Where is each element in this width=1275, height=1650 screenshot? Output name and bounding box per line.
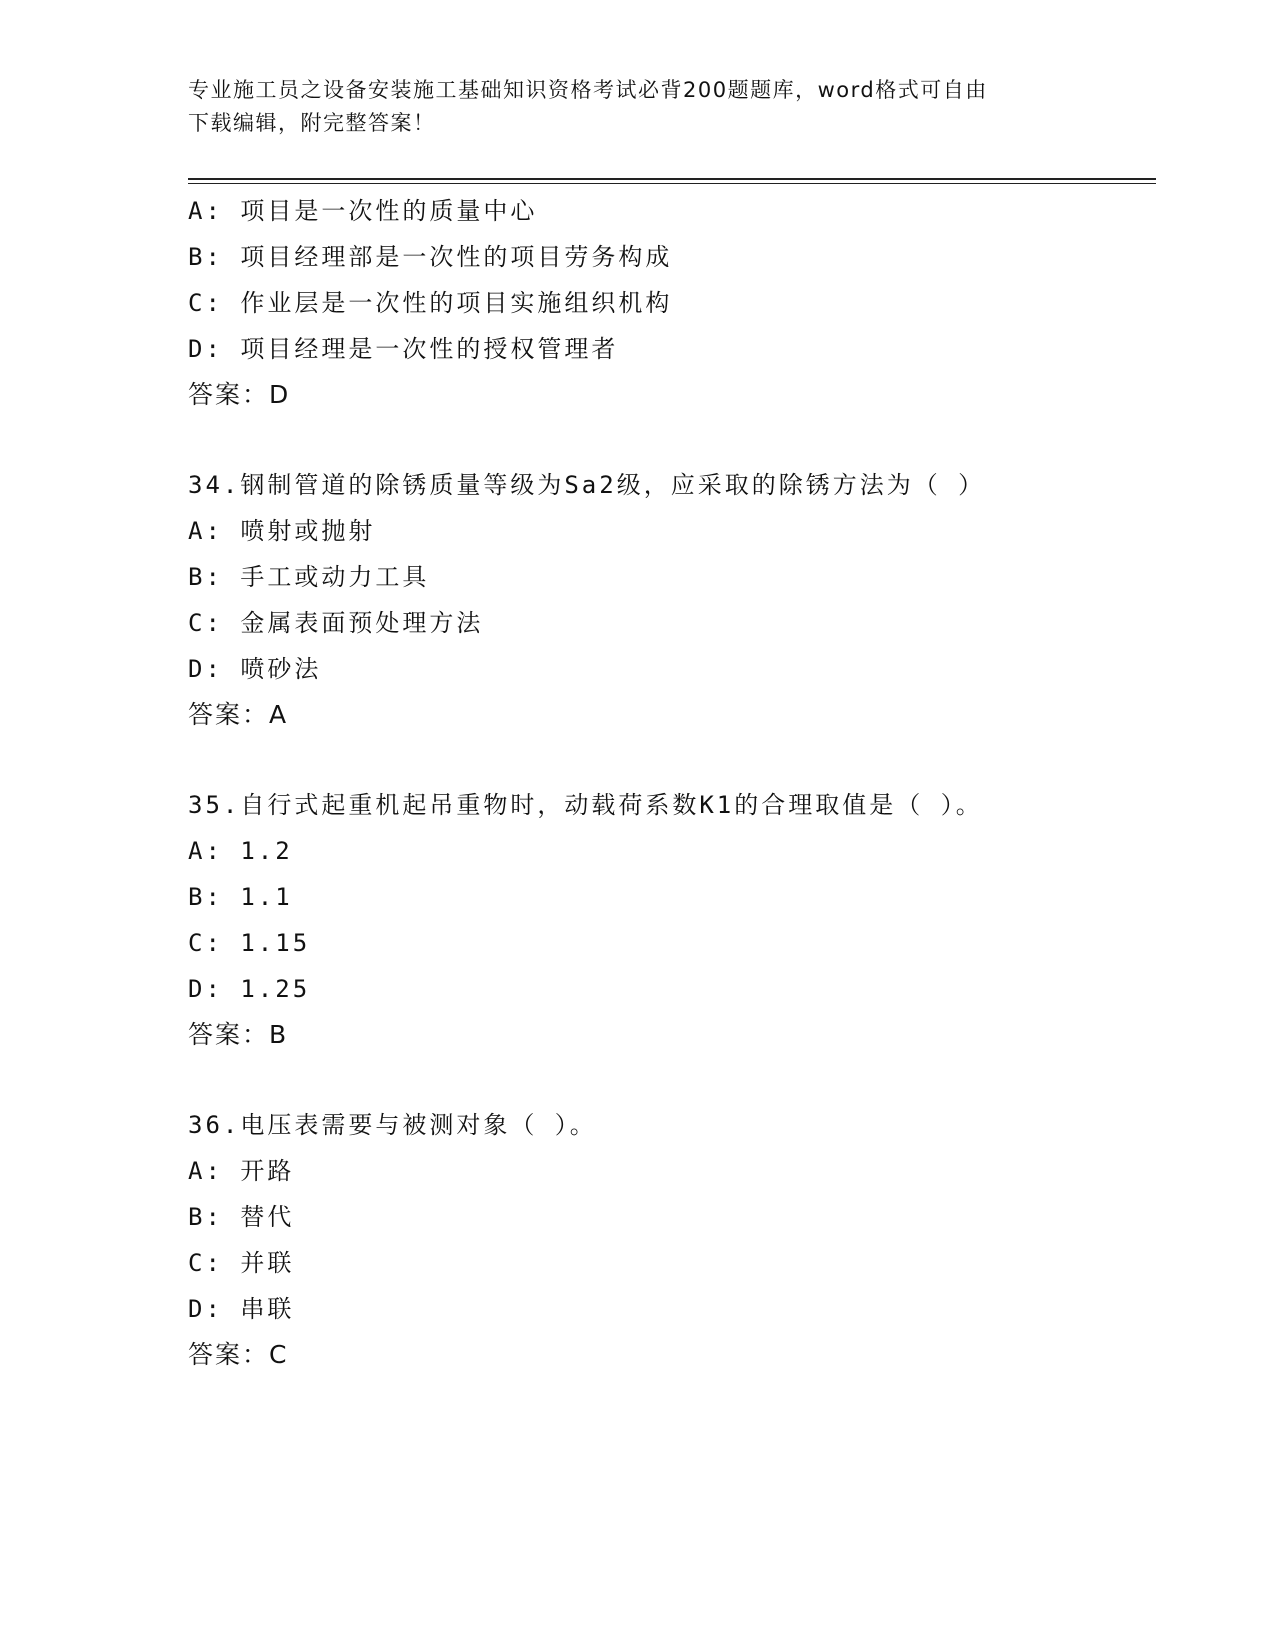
answer-label: 答案： — [188, 380, 270, 409]
answer-label: 答案： — [188, 1340, 270, 1369]
option-d: D: 项目经理是一次性的授权管理者 — [188, 335, 619, 363]
option-b: B: 1.1 — [188, 883, 293, 911]
option-d: D: 喷砂法 — [188, 655, 322, 683]
answer-line — [188, 692, 1148, 738]
option-d: D: 1.25 — [188, 975, 311, 1003]
question-block-36 — [188, 1102, 1148, 1378]
spacer — [188, 738, 1148, 782]
answer-label: 答案： — [188, 700, 270, 729]
question-block-33 — [188, 188, 1148, 418]
answer-line — [188, 1012, 1148, 1058]
spacer — [188, 1058, 1148, 1102]
option-b: B: 手工或动力工具 — [188, 563, 430, 591]
option-a: A: 喷射或抛射 — [188, 517, 376, 545]
option-a: A: 项目是一次性的质量中心 — [188, 197, 538, 225]
option-a: A: 开路 — [188, 1157, 295, 1185]
question-block-35 — [188, 782, 1148, 1058]
header-line-2: 下载编辑，附完整答案！ — [188, 111, 436, 135]
answer-label: 答案： — [188, 1020, 270, 1049]
question-stem: 34.钢制管道的除锈质量等级为Sa2级，应采取的除锈方法为（ ） — [188, 471, 986, 499]
question-list — [188, 188, 1148, 1378]
answer-value: A — [269, 700, 289, 729]
option-d: D: 串联 — [188, 1295, 295, 1323]
question-stem: 35.自行式起重机起吊重物时，动载荷系数K1的合理取值是（ ）。 — [188, 791, 983, 819]
answer-value: C — [269, 1340, 289, 1369]
option-c: C: 作业层是一次性的项目实施组织机构 — [188, 289, 673, 317]
spacer — [188, 418, 1148, 462]
question-block-34 — [188, 462, 1148, 738]
option-c: C: 金属表面预处理方法 — [188, 609, 484, 637]
answer-line — [188, 372, 1148, 418]
option-c: C: 并联 — [188, 1249, 295, 1277]
question-stem: 36.电压表需要与被测对象（ ）。 — [188, 1111, 597, 1139]
option-b: B: 项目经理部是一次性的项目劳务构成 — [188, 243, 673, 271]
answer-value: D — [269, 380, 291, 409]
answer-line — [188, 1332, 1148, 1378]
option-a: A: 1.2 — [188, 837, 293, 865]
page-header — [188, 74, 1068, 140]
option-b: B: 替代 — [188, 1203, 295, 1231]
header-line-1: 专业施工员之设备安装施工基础知识资格考试必背200题题库，word格式可自由 — [188, 78, 988, 102]
option-c: C: 1.15 — [188, 929, 311, 957]
header-divider — [188, 178, 1156, 184]
answer-value: B — [269, 1020, 289, 1049]
